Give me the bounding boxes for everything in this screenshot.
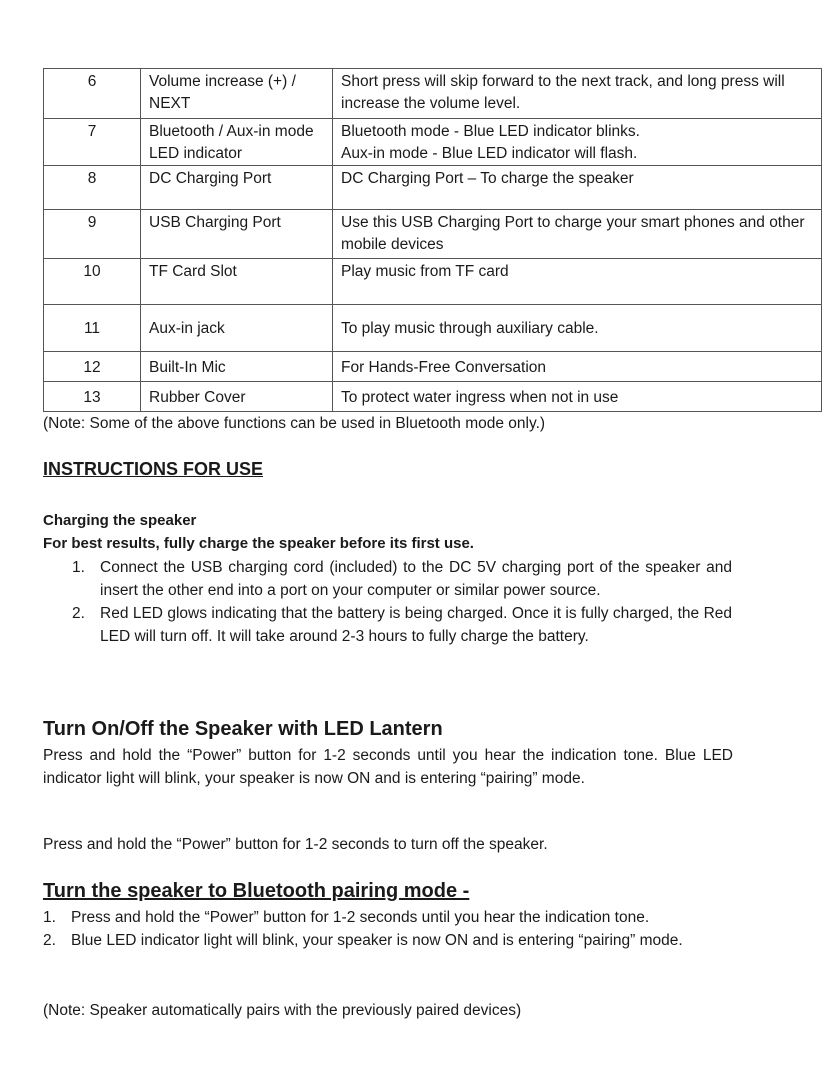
step-text: Press and hold the “Power” button for 1-2 seconds until you hear the indication tone. (71, 909, 650, 926)
row-description: Short press will skip forward to the next track, and long press will increase the volume level. (333, 69, 822, 119)
pairing-steps (43, 906, 733, 952)
row-number: 7 (44, 119, 141, 166)
row-number: 11 (44, 305, 141, 352)
charging-title: Charging the speaker (43, 512, 197, 529)
row-description: To protect water ingress when not in use (333, 382, 822, 412)
row-name: DC Charging Port (141, 166, 333, 210)
row-description: DC Charging Port – To charge the speaker (333, 166, 822, 210)
step-text: Red LED glows indicating that the battery is being charged. Once it is fully charged, the Red LED will turn off. It will take around 2-3 hours to fully charge the battery. (100, 605, 732, 645)
row-description (333, 119, 822, 166)
row-number: 13 (44, 382, 141, 412)
row-name: TF Card Slot (141, 259, 333, 305)
pairing-heading: Turn the speaker to Bluetooth pairing mode - (43, 880, 470, 902)
description-line: Bluetooth mode - Blue LED indicator blinks. (341, 123, 640, 140)
features-table (43, 68, 822, 412)
row-number: 9 (44, 210, 141, 259)
table-row (44, 119, 822, 166)
description-line: Aux-in mode - Blue LED indicator will flash. (341, 145, 638, 162)
table-row (44, 382, 822, 412)
row-name: Bluetooth / Aux-in mode LED indicator (141, 119, 333, 166)
list-item (43, 929, 733, 952)
step-number: 2. (43, 932, 56, 949)
row-name: Volume increase (+) / NEXT (141, 69, 333, 119)
functions-note: (Note: Some of the above functions can be used in Bluetooth mode only.) (43, 415, 546, 432)
row-name: USB Charging Port (141, 210, 333, 259)
step-number: 2. (72, 605, 85, 622)
table-row (44, 166, 822, 210)
row-name: Built-In Mic (141, 352, 333, 382)
row-name: Aux-in jack (141, 305, 333, 352)
step-text: Blue LED indicator light will blink, your speaker is now ON and is entering “pairing” mode. (71, 932, 683, 949)
step-text: Connect the USB charging cord (included) to the DC 5V charging port of the speaker and insert the other end into a port on your computer or similar power source. (100, 559, 732, 599)
table-row (44, 305, 822, 352)
list-item (72, 556, 732, 602)
step-number: 1. (72, 559, 85, 576)
row-number: 10 (44, 259, 141, 305)
row-number: 6 (44, 69, 141, 119)
row-number: 12 (44, 352, 141, 382)
power-paragraph-off: Press and hold the “Power” button for 1-2 seconds to turn off the speaker. (43, 836, 548, 853)
row-number: 8 (44, 166, 141, 210)
step-number: 1. (43, 909, 56, 926)
power-paragraph-on: Press and hold the “Power” button for 1-2 seconds until you hear the indication tone. Blue LED indicator light will blink, your speaker is now ON and is entering “pairing” mode. (43, 747, 733, 787)
list-item (43, 906, 733, 929)
row-description: To play music through auxiliary cable. (333, 305, 822, 352)
power-heading: Turn On/Off the Speaker with LED Lantern (43, 718, 443, 740)
table-row (44, 259, 822, 305)
table-row (44, 210, 822, 259)
row-description: For Hands-Free Conversation (333, 352, 822, 382)
list-item (72, 602, 732, 648)
pairing-note: (Note: Speaker automatically pairs with the previously paired devices) (43, 1002, 522, 1019)
charging-subtitle: For best results, fully charge the speaker before its first use. (43, 535, 474, 552)
table-row (44, 69, 822, 119)
row-description: Play music from TF card (333, 259, 822, 305)
charging-steps (72, 556, 732, 648)
row-description: Use this USB Charging Port to charge your smart phones and other mobile devices (333, 210, 822, 259)
row-name: Rubber Cover (141, 382, 333, 412)
table-row (44, 352, 822, 382)
instructions-heading: INSTRUCTIONS FOR USE (43, 459, 264, 479)
